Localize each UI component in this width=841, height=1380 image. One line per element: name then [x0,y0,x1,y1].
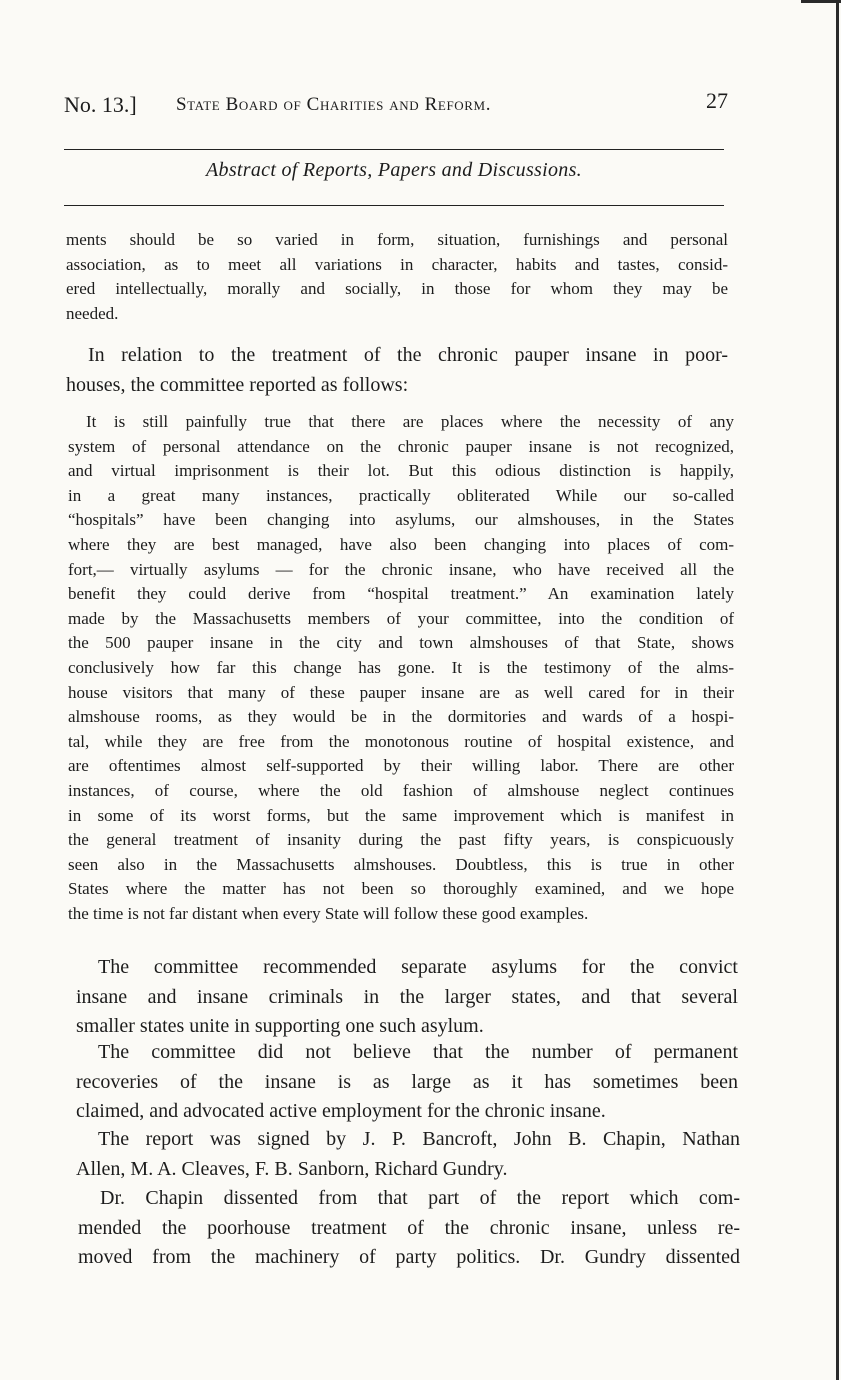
text-line: fort,— virtually asylums — for the chronic insane, who have received all the [68,559,734,579]
text-line: benefit they could derive from “hospital treatment.” An examination lately [68,584,734,604]
text-line: Dr. Chapin dissented from that part of the report which com- [100,1187,740,1209]
text-line: smaller states unite in supporting one such asylum. [76,1015,484,1037]
text-line: almshouse rooms, as they would be in the dormitories and wards of a hospi- [68,707,734,727]
bottom-rule [64,205,724,206]
text-line: In relation to the treatment of the chronic pauper insane in poor- [88,344,728,366]
text-line: and virtual imprisonment is their lot. But this odious distinction is happily, [68,461,734,481]
text-line: tal, while they are free from the monotonous routine of hospital existence, and [68,731,734,751]
text-line: moved from the machinery of party politics. Dr. Gundry dissented [78,1246,740,1268]
paragraph-recommendation [76,953,738,1042]
text-line: insane and insane criminals in the larger states, and that several [76,985,738,1008]
text-line: Allen, M. A. Cleaves, F. B. Sanborn, Richard Gundry. [76,1157,508,1180]
text-line: the general treatment of insanity during the past fifty years, is conspicuously [68,830,734,850]
text-line: seen also in the Massachusetts almshouses. Doubtless, this is true in other [68,854,734,874]
text-line: States where the matter has not been so thoroughly examined, and we hope [68,879,734,899]
paragraph-intro [66,341,728,400]
text-line: made by the Massachusetts members of your committee, into the condition of [68,608,734,628]
section-subtitle: Abstract of Reports, Papers and Discussions. [206,159,582,181]
text-line: The committee recommended separate asylums for the convict [98,956,738,978]
running-title: State Board of Charities and Reform. [176,94,492,115]
text-line: the time is not far distant when every State will follow these good examples. [68,903,589,923]
text-line: needed. [66,303,119,323]
text-line: It is still painfully true that there are places where the necessity of any [86,412,734,431]
text-line: claimed, and advocated active employment for the chronic insane. [76,1100,606,1122]
text-line: conclusively how far this change has gone. It is the testimony of the alms- [68,657,734,677]
text-line: in a great many instances, practically obliterated While our so-called [68,485,734,505]
page-edge [836,0,839,1380]
text-line: house visitors that many of these pauper insane are as well cared for in their [68,682,734,702]
text-line: association, as to meet all variations in character, habits and tastes, consid- [66,254,728,274]
text-line: instances, of course, where the old fashion of almshouse neglect continues [68,780,734,800]
running-header [64,88,728,124]
document-number: No. 13.] [64,92,137,117]
text-line: ered intellectually, morally and socially, in those for whom they may be [66,279,728,299]
text-line: mended the poorhouse treatment of the chronic insane, unless re- [78,1216,740,1239]
committee-report-quote [68,410,734,926]
text-line: where they are best managed, have also been changing into places of com- [68,534,734,554]
text-line: ments should be so varied in form, situation, furnishings and personal [66,230,728,249]
text-line: The committee did not believe that the number of permanent [98,1041,738,1063]
paragraph-signatures [76,1125,740,1184]
text-line: The report was signed by J. P. Bancroft, John B. Chapin, Nathan [98,1128,740,1150]
page-edge-top [801,0,841,3]
text-line: the 500 pauper insane in the city and town almshouses of that State, shows [68,633,734,653]
text-line: are oftentimes almost self-supported by their willing labor. There are other [68,756,734,776]
paragraph-continuation [66,228,728,326]
text-line: “hospitals” have been changing into asylums, our almshouses, in the States [68,510,734,530]
text-line: recoveries of the insane is as large as it has sometimes been [76,1070,738,1093]
page-number: 27 [706,88,728,113]
text-line: houses, the committee reported as follows: [66,373,409,396]
paragraph-dissent [78,1184,740,1273]
text-line: system of personal attendance on the chronic pauper insane is not recognized, [68,436,734,456]
top-rule [64,149,724,150]
paragraph-recoveries [76,1038,738,1127]
text-line: in some of its worst forms, but the same improvement which is manifest in [68,805,734,825]
